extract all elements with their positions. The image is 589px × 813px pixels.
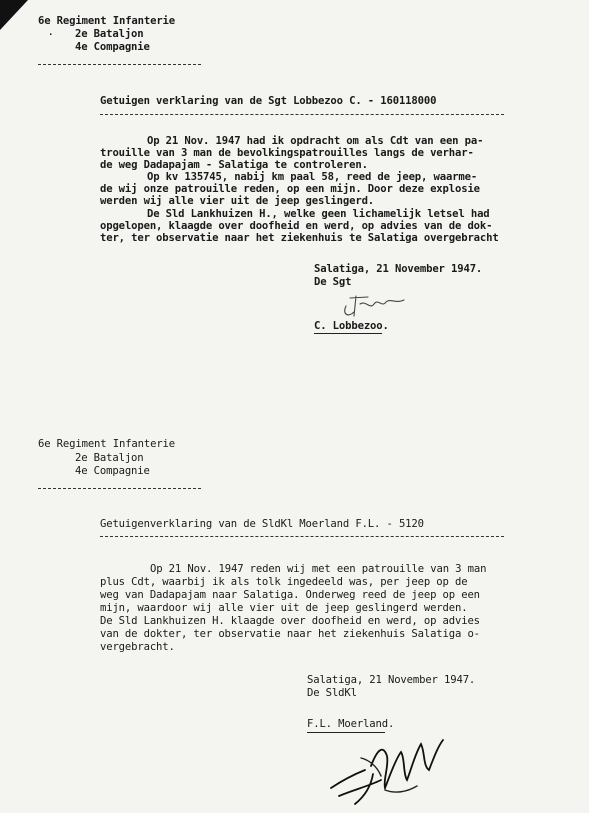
body-line: plus Cdt, waarbij ik als tolk ingedeeld was, per jeep op de bbox=[100, 576, 468, 588]
regiment-line: 6e Regiment Infanterie bbox=[38, 15, 176, 27]
body-line: Op 21 Nov. 1947 reden wij met een patrouille van 3 man bbox=[150, 563, 487, 575]
body-line: de weg Dadapajam - Salatiga te controleren. bbox=[100, 159, 368, 171]
body-line: de wij onze patrouille reden, op een mijn. Door deze explosie bbox=[100, 183, 480, 195]
header-divider bbox=[38, 64, 201, 65]
name-underline bbox=[314, 333, 382, 334]
header-divider bbox=[38, 488, 201, 489]
battalion-line: 2e Bataljon bbox=[75, 452, 144, 464]
regiment-line: 6e Regiment Infanterie bbox=[38, 438, 176, 450]
company-line: 4e Compagnie bbox=[75, 41, 150, 53]
place-date: Salatiga, 21 November 1947. bbox=[307, 674, 476, 686]
body-line: mijn, waardoor wij alle vier uit de jeep geslingerd werden. bbox=[100, 602, 468, 614]
title-underline bbox=[100, 536, 504, 537]
body-line: weg van Dadapajam naar Salatiga. Onderweg reed de jeep op een bbox=[100, 589, 480, 601]
body-line: van de dokter, ter observatie naar het ziekenhuis Salatiga o- bbox=[100, 628, 480, 640]
company-line: 4e Compagnie bbox=[75, 465, 150, 477]
body-line: Op 21 Nov. 1947 had ik opdracht om als Cdt van een pa- bbox=[147, 135, 484, 147]
place-date: Salatiga, 21 November 1947. bbox=[314, 263, 483, 275]
title-underline bbox=[100, 114, 504, 115]
body-line: De Sld Lankhuizen H., welke geen lichamelijk letsel had bbox=[147, 208, 490, 220]
body-line: opgelopen, klaagde over doofheid en werd, op advies van de dok- bbox=[100, 220, 493, 232]
document-title: Getuigen verklaring van de Sgt Lobbezoo C. - 160118000 bbox=[100, 95, 437, 107]
body-line: De Sld Lankhuizen H. klaagde over doofheid en werd, op advies bbox=[100, 615, 480, 627]
signatory-rank: De Sgt bbox=[314, 276, 352, 288]
signatory-rank: De SldKl bbox=[307, 687, 357, 699]
handwritten-signature bbox=[338, 286, 410, 320]
battalion-line: 2e Bataljon bbox=[75, 28, 144, 40]
document-title: Getuigenverklaring van de SldKl Moerland F.L. - 5120 bbox=[100, 518, 424, 530]
body-line: trouille van 3 man de bevolkingspatrouilles langs de verhar- bbox=[100, 147, 474, 159]
scan-corner-mark bbox=[0, 0, 28, 30]
signatory-name: F.L. Moerland. bbox=[307, 718, 395, 730]
signatory-name: C. Lobbezoo. bbox=[314, 320, 389, 332]
body-line: Op kv 135745, nabij km paal 58, reed de jeep, waarme- bbox=[147, 171, 478, 183]
handwritten-signature bbox=[325, 730, 450, 810]
header-bullet: . bbox=[48, 28, 54, 38]
body-line: vergebracht. bbox=[100, 641, 175, 653]
body-line: werden wij alle vier uit de jeep geslingerd. bbox=[100, 195, 375, 207]
body-line: ter, ter observatie naar het ziekenhuis te Salatiga overgebracht bbox=[100, 232, 499, 244]
